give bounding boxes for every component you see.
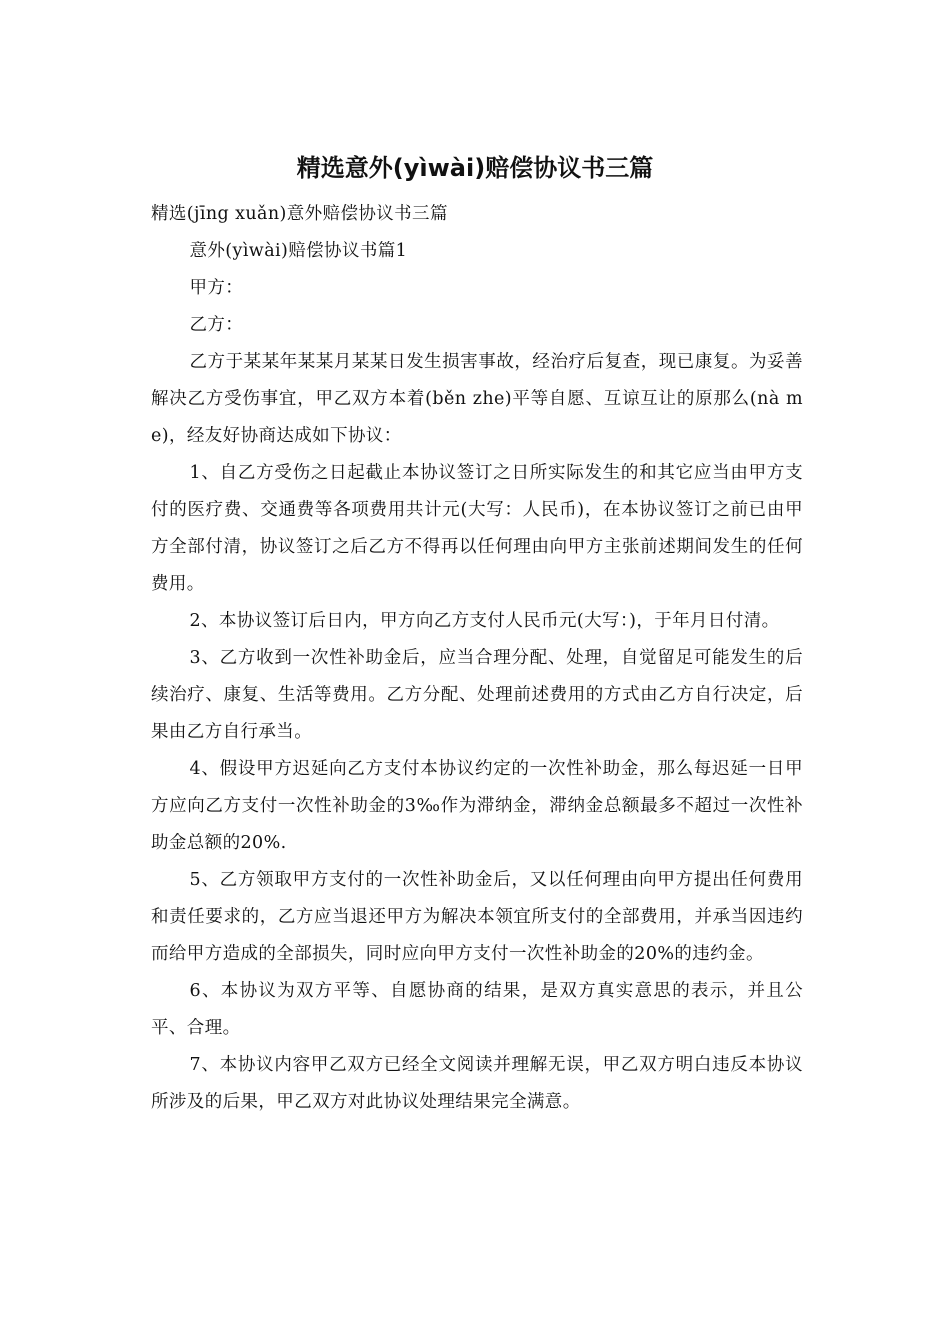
paragraph: 甲方：: [189, 278, 244, 298]
paragraph: 6、本协议为双方平等、自愿协商的结果，是双方真实意思的表示，并且公平、合理。: [151, 981, 803, 1038]
paragraph: 5、乙方领取甲方支付的一次性补助金后，又以任何理由向甲方提出任何费用和责任要求的，乙方应当退还甲方为解决本领宜所支付的全部费用，并承当因违约而给甲方造成的全部损失，同时应向甲方支付一次性补助金的20%的违约金。: [151, 870, 803, 964]
paragraph: 1、自乙方受伤之日起截止本协议签订之日所实际发生的和其它应当由甲方支付的医疗费、交通费等各项费用共计元(大写：人民币)，在本协议签订之前已由甲方全部付清，协议签订之后乙方不得再以任何理由向甲方主张前述期间发生的任何费用。: [151, 463, 803, 594]
paragraph: 3、乙方收到一次性补助金后，应当合理分配、处理，自觉留足可能发生的后续治疗、康复、生活等费用。乙方分配、处理前述费用的方式由乙方自行决定，后果由乙方自行承当。: [151, 648, 803, 742]
document-body: [151, 196, 803, 1121]
paragraph: 2、本协议签订后日内，甲方向乙方支付人民币元(大写：)，于年月日付清。: [189, 611, 780, 631]
paragraph: 乙方于某某年某某月某某日发生损害事故，经治疗后复查，现已康复。为妥善解决乙方受伤事宜，甲乙双方本着(běn zhe)平等自愿、互谅互让的原那么(nà me)，经友好协商达成如下协议：: [151, 352, 803, 446]
paragraph: 4、假设甲方迟延向乙方支付本协议约定的一次性补助金，那么每迟延一日甲方应向乙方支付一次性补助金的3‰作为滞纳金，滞纳金总额最多不超过一次性补助金总额的20%.: [151, 759, 803, 853]
paragraph: 7、本协议内容甲乙双方已经全文阅读并理解无误，甲乙双方明白违反本协议所涉及的后果，甲乙双方对此协议处理结果完全满意。: [151, 1055, 803, 1112]
document-title: 精选意外(yìwài)赔偿协议书三篇: [296, 154, 654, 182]
paragraph: 意外(yìwài)赔偿协议书篇1: [189, 241, 408, 261]
paragraph: 乙方：: [189, 315, 244, 335]
paragraph: 精选(jīng xuǎn)意外赔偿协议书三篇: [151, 204, 448, 224]
